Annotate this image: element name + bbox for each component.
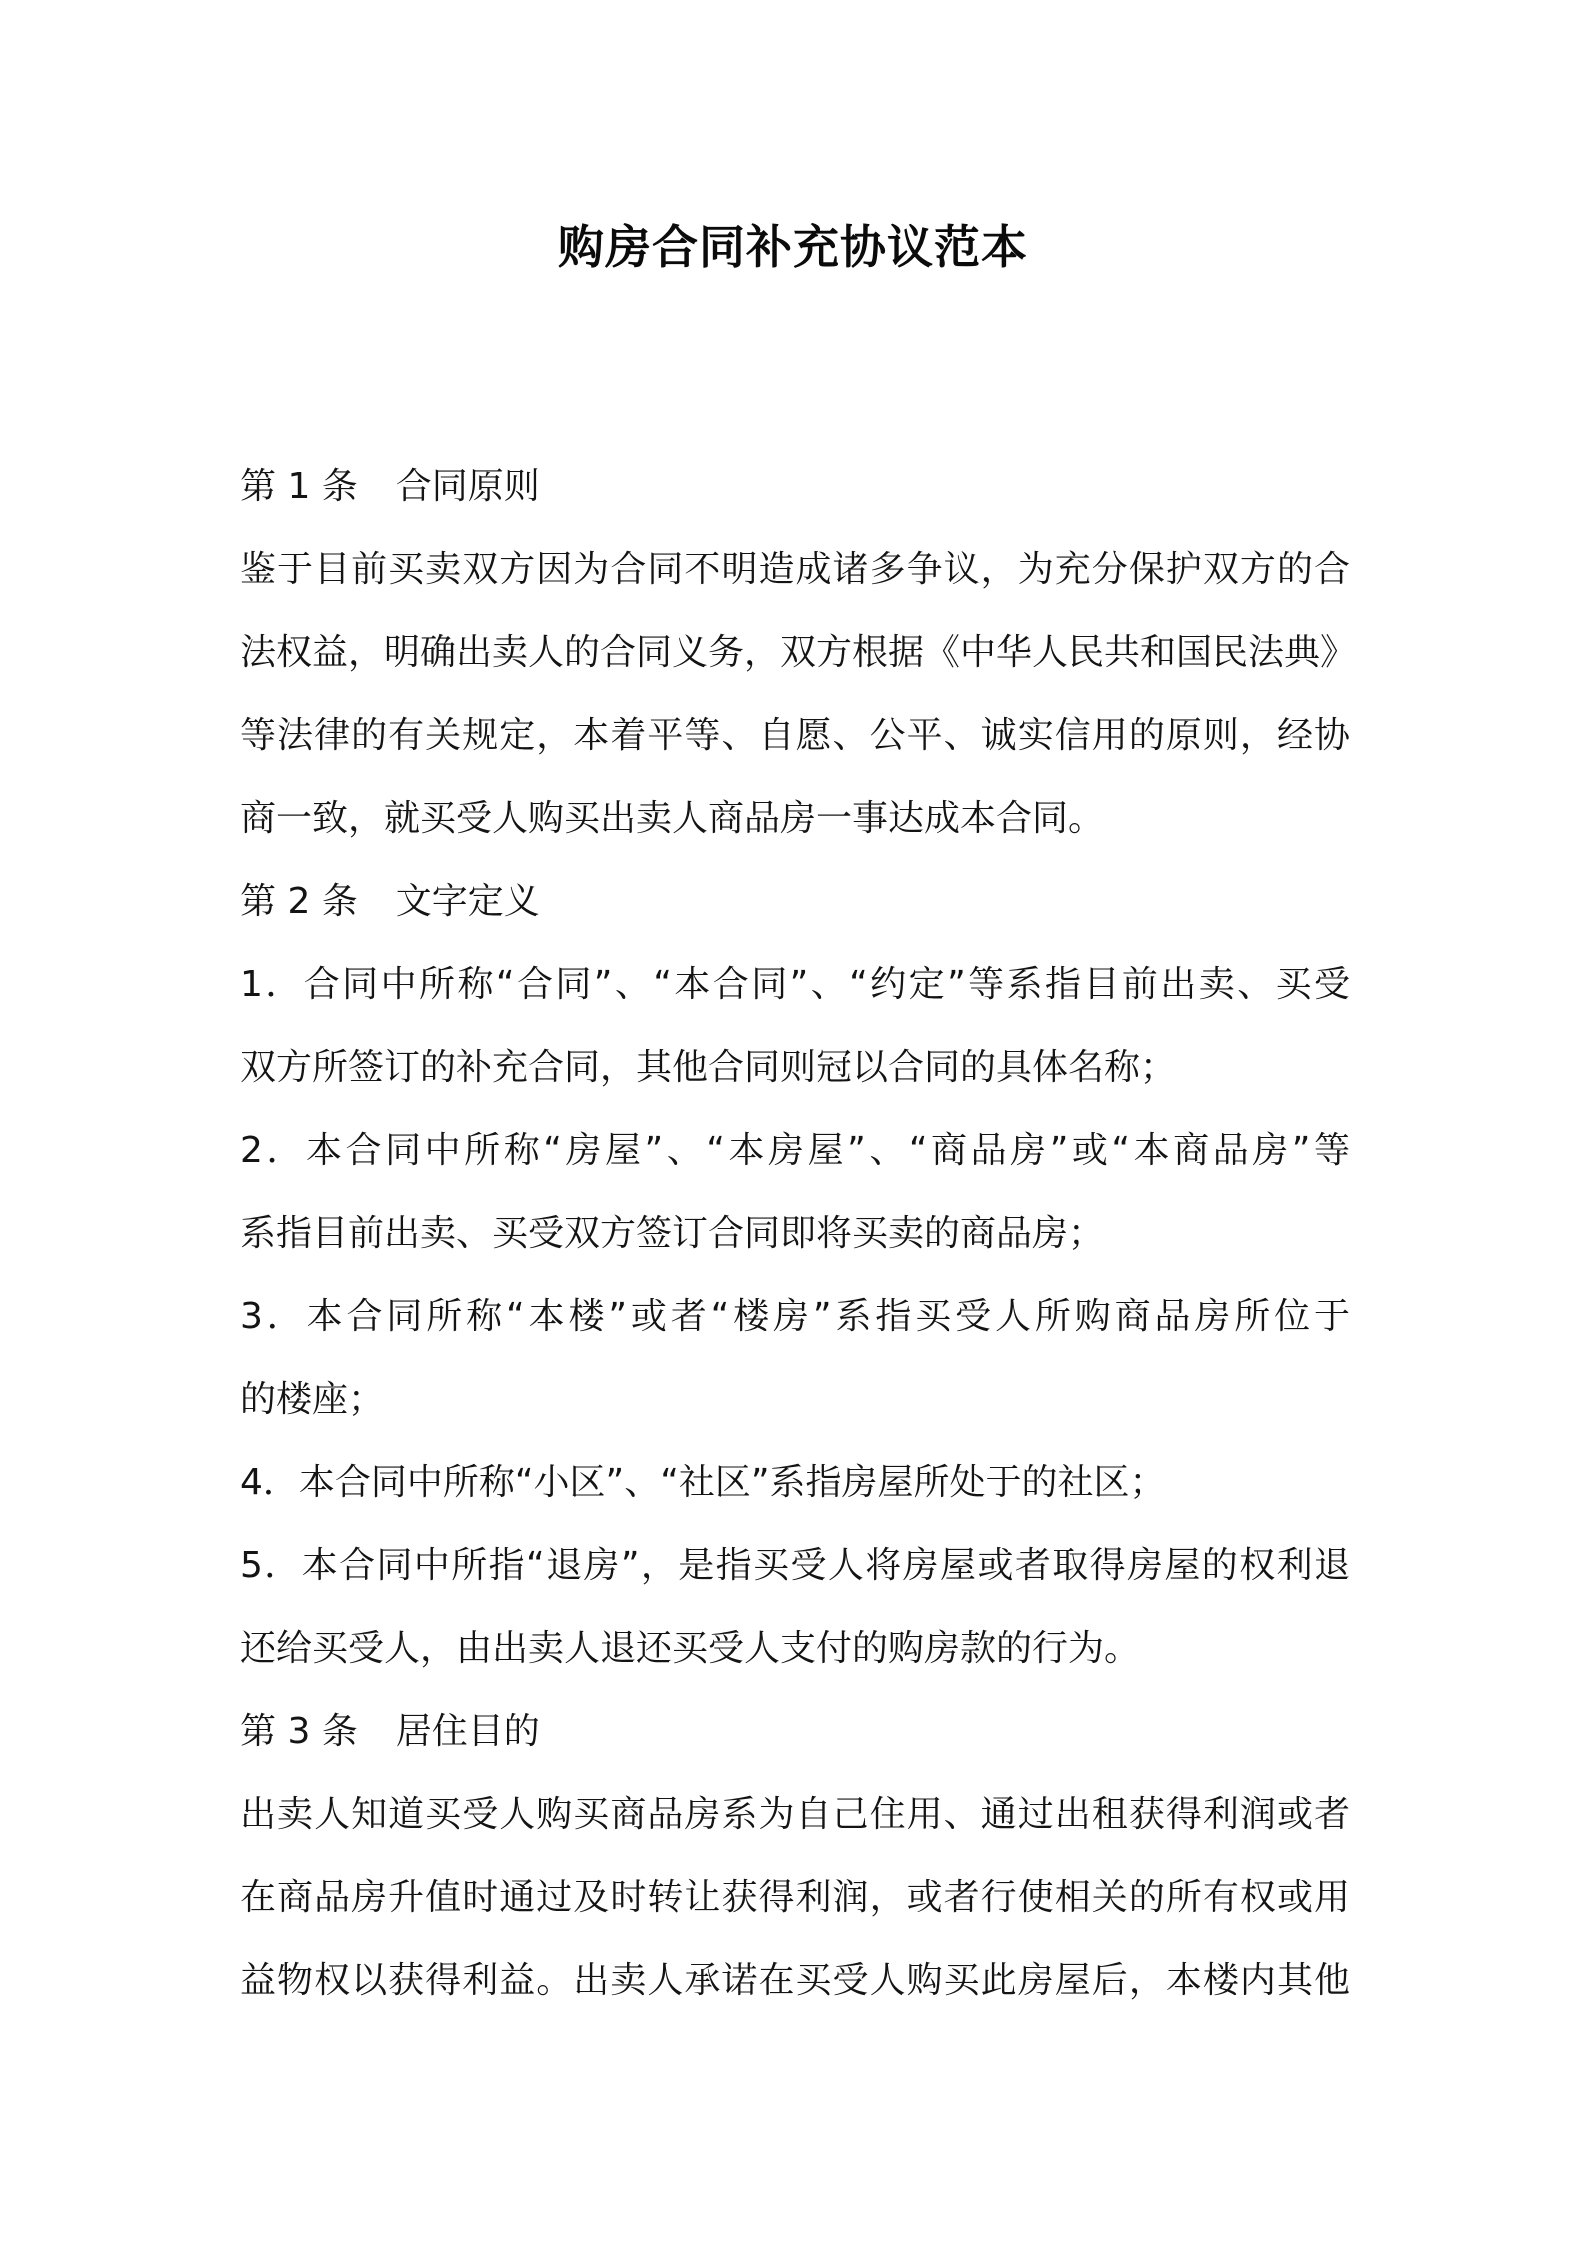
article-2-line: 系指目前出卖、买受双方签订合同即将买卖的商品房； (240, 1213, 1105, 1254)
article-1-line: 鉴于目前买卖双方因为合同不明造成诸多争议，为充分保护双方的合 (240, 549, 1350, 590)
document-body (240, 445, 1357, 2022)
article-2-line: 双方所签订的补充合同，其他合同则冠以合同的具体名称； (240, 1047, 1177, 1088)
article-2-line: 5．本合同中所指“退房”，是指买受人将房屋或者取得房屋的权利退 (240, 1545, 1350, 1586)
article-3-title: 居住目的 (395, 1711, 540, 1752)
article-1-title: 合同原则 (395, 466, 540, 507)
article-2-title: 文字定义 (395, 881, 540, 922)
article-1-line: 等法律的有关规定，本着平等、自愿、公平、诚实信用的原则，经协 (240, 715, 1350, 756)
article-2-line: 1．合同中所称“合同”、“本合同”、“约定”等系指目前出卖、买受 (240, 964, 1350, 1005)
article-3-line: 在商品房升值时通过及时转让获得利润，或者行使相关的所有权或用 (240, 1877, 1350, 1918)
article-2-line: 4．本合同中所称“小区”、“社区”系指房屋所处于的社区； (240, 1462, 1166, 1503)
article-1-line: 商一致，就买受人购买出卖人商品房一事达成本合同。 (240, 798, 1105, 839)
article-1-number: 第 1 条 (240, 466, 358, 507)
article-1-line: 法权益，明确出卖人的合同义务，双方根据《中华人民共和国民法典》 (240, 632, 1357, 673)
article-3-line: 益物权以获得利益。出卖人承诺在买受人购买此房屋后，本楼内其他 (240, 1960, 1350, 2001)
article-3-line: 出卖人知道买受人购买商品房系为自己住用、通过出租获得利润或者 (240, 1794, 1350, 1835)
article-2-heading (240, 860, 1350, 943)
article-2-line: 2．本合同中所称“房屋”、“本房屋”、“商品房”或“本商品房”等 (240, 1130, 1350, 1171)
article-2-line: 的楼座； (240, 1379, 385, 1420)
document-title: 购房合同补充协议范本 (558, 220, 1028, 274)
article-2-line: 3．本合同所称“本楼”或者“楼房”系指买受人所购商品房所位于 (240, 1296, 1350, 1337)
article-3-number: 第 3 条 (240, 1711, 358, 1752)
article-1-heading (240, 445, 1350, 528)
article-2-number: 第 2 条 (240, 881, 358, 922)
article-2-line: 还给买受人，由出卖人退还买受人支付的购房款的行为。 (240, 1628, 1141, 1669)
article-3-heading (240, 1690, 1350, 1773)
